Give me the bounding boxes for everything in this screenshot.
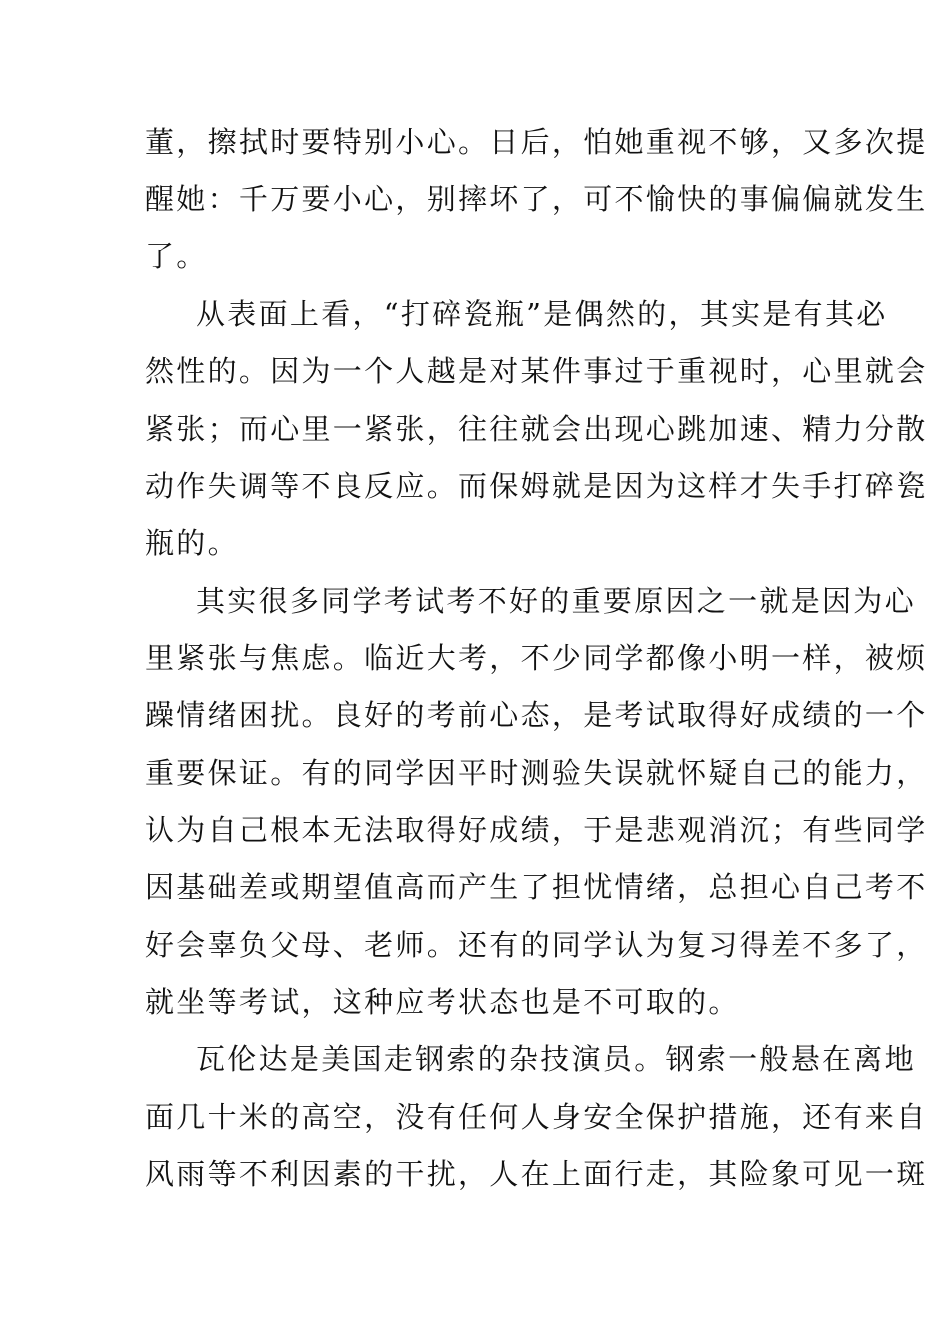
- paragraph-first-line: 瓦伦达是美国走钢索的杂技演员。钢索一般悬在离地: [196, 1042, 916, 1076]
- paragraph-first-line: 从表面上看，“打碎瓷瓶”是偶然的，其实是有其必: [196, 297, 888, 331]
- text-line: 风雨等不利因素的干扰，人在上面行走，其险象可见一斑: [145, 1157, 928, 1191]
- text-line: 躁情绪困扰。良好的考前心态，是考试取得好成绩的一个: [145, 698, 928, 732]
- text-line: 瓶的。: [145, 526, 239, 560]
- paragraph-first-line: 其实很多同学考试考不好的重要原因之一就是因为心: [196, 584, 916, 618]
- text-line: 然性的。因为一个人越是对某件事过于重视时，心里就会: [145, 354, 928, 388]
- text-line: 重要保证。有的同学因平时测验失误就怀疑自己的能力，: [145, 756, 928, 790]
- text-line: 就坐等考试，这种应考状态也是不可取的。: [145, 985, 740, 1019]
- text-line: 紧张；而心里一紧张，往往就会出现心跳加速、精力分散: [145, 412, 928, 446]
- text-line: 面几十米的高空，没有任何人身安全保护措施，还有来自: [145, 1100, 928, 1134]
- text-line: 认为自己根本无法取得好成绩，于是悲观消沉；有些同学: [145, 813, 928, 847]
- text-line: 因基础差或期望值高而产生了担忧情绪，总担心自己考不: [145, 870, 928, 904]
- text-line: 动作失调等不良反应。而保姆就是因为这样才失手打碎瓷: [145, 469, 928, 503]
- text-line: 醒她：千万要小心，别摔坏了，可不愉快的事偏偏就发生: [145, 182, 928, 216]
- text-line: 董，擦拭时要特别小心。日后，怕她重视不够，又多次提: [145, 125, 928, 159]
- text-line: 里紧张与焦虑。临近大考，不少同学都像小明一样，被烦: [145, 641, 928, 675]
- text-line: 好会辜负父母、老师。还有的同学认为复习得差不多了，: [145, 928, 928, 962]
- text-line: 了。: [145, 239, 208, 273]
